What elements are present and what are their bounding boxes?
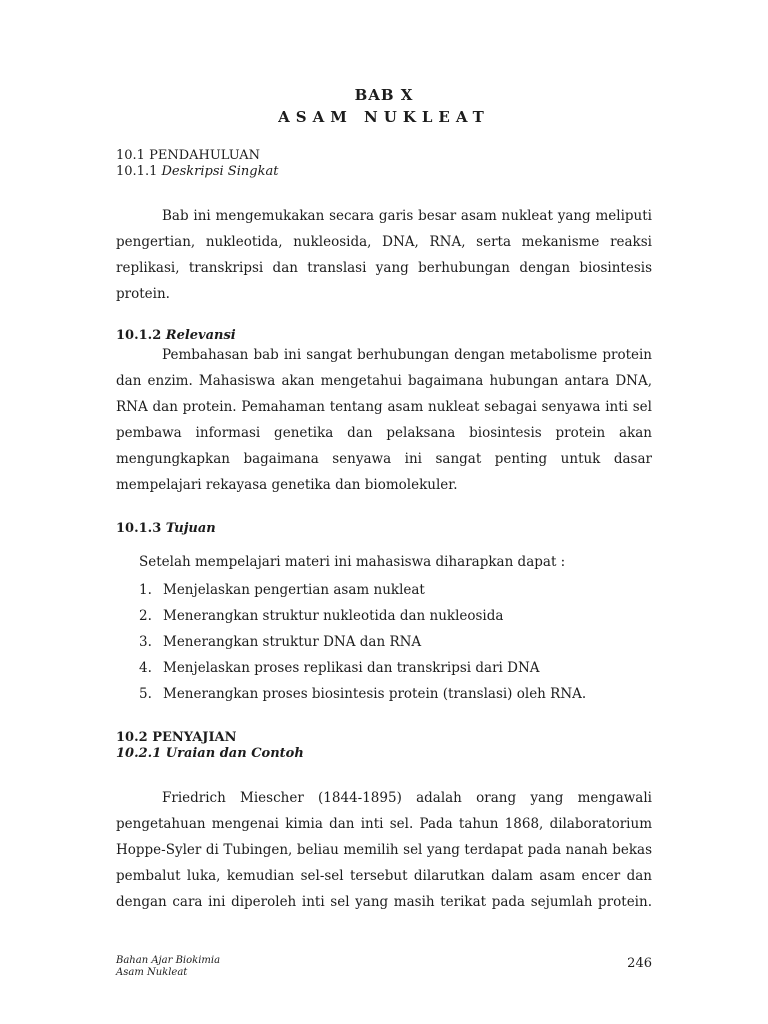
list-item: 1. Menjelaskan pengertian asam nukleat bbox=[139, 582, 425, 598]
paragraph-line: Friedrich Miescher (1844-1895) adalah orang yang mengawali bbox=[162, 790, 652, 806]
section-10-1-1-heading bbox=[116, 164, 278, 179]
footer-line-1: Bahan Ajar Biokimia bbox=[116, 955, 221, 966]
footer-title bbox=[116, 955, 220, 979]
deskripsi-paragraph bbox=[116, 203, 652, 307]
section-10-1-1-title: Deskripsi Singkat bbox=[161, 164, 279, 179]
section-10-1-3-number: 10.1.3 bbox=[116, 521, 166, 536]
list-item: 5. Menerangkan proses biosintesis protein (translasi) oleh RNA. bbox=[139, 686, 587, 702]
tujuan-intro: Setelah mempelajari materi ini mahasiswa diharapkan dapat : bbox=[139, 554, 566, 570]
paragraph-line: Hoppe-Syler di Tubingen, beliau memilih sel yang terdapat pada nanah bekas bbox=[116, 842, 652, 858]
section-10-1-2-title: Relevansi bbox=[165, 328, 236, 343]
section-10-1-2-number: 10.1.2 bbox=[116, 328, 166, 343]
list-item: 4. Menjelaskan proses replikasi dan transkripsi dari DNA bbox=[139, 660, 540, 676]
paragraph-line: replikasi, transkripsi dan translasi yang berhubungan dengan biosintesis bbox=[116, 260, 652, 276]
chapter-label: BAB X bbox=[354, 86, 414, 104]
uraian-paragraph bbox=[116, 785, 652, 915]
paragraph-line: protein. bbox=[116, 286, 170, 302]
paragraph-line: Pembahasan bab ini sangat berhubungan dengan metabolisme protein bbox=[162, 347, 652, 363]
tujuan-list bbox=[139, 580, 586, 710]
paragraph-line: mempelajari rekayasa genetika dan biomolekuler. bbox=[116, 477, 458, 493]
section-10-2-1-heading: 10.2.1 Uraian dan Contoh bbox=[116, 746, 304, 761]
paragraph-line: pengetahuan mengenai kimia dan inti sel. Pada tahun 1868, dilaboratorium bbox=[116, 816, 652, 832]
list-item: 2. Menerangkan struktur nukleotida dan nukleosida bbox=[139, 608, 504, 624]
list-item: 3. Menerangkan struktur DNA dan RNA bbox=[139, 634, 422, 650]
paragraph-line: dan enzim. Mahasiswa akan mengetahui bagaimana hubungan antara DNA, bbox=[116, 373, 652, 389]
paragraph-line: pengertian, nukleotida, nukleosida, DNA, RNA, serta mekanisme reaksi bbox=[116, 234, 652, 250]
section-10-1-heading: 10.1 PENDAHULUAN bbox=[116, 148, 261, 163]
section-10-1-3-title: Tujuan bbox=[165, 521, 216, 536]
paragraph-line: RNA dan protein. Pemahaman tentang asam nukleat sebagai senyawa inti sel bbox=[116, 399, 652, 415]
section-10-2-heading: 10.2 PENYAJIAN bbox=[116, 730, 237, 745]
paragraph-line: pembawa informasi genetika dan pelaksana biosintesis protein akan bbox=[116, 425, 652, 441]
relevansi-paragraph bbox=[116, 342, 652, 498]
chapter-title: ASAM NUKLEAT bbox=[278, 108, 490, 126]
footer-line-2: Asam Nukleat bbox=[116, 967, 188, 978]
paragraph-line: Bab ini mengemukakan secara garis besar asam nukleat yang meliputi bbox=[162, 208, 652, 224]
paragraph-line: pembalut luka, kemudian sel-sel tersebut dilarutkan dalam asam encer dan bbox=[116, 868, 652, 884]
section-10-1-3-heading bbox=[116, 521, 216, 536]
section-10-1-2-heading bbox=[116, 328, 236, 343]
paragraph-line: dengan cara ini diperoleh inti sel yang masih terikat pada sejumlah protein. bbox=[116, 894, 652, 910]
page-number: 246 bbox=[627, 956, 652, 971]
paragraph-line: mengungkapkan bagaimana senyawa ini sangat penting untuk dasar bbox=[116, 451, 652, 467]
section-10-1-1-number: 10.1.1 bbox=[116, 164, 162, 179]
